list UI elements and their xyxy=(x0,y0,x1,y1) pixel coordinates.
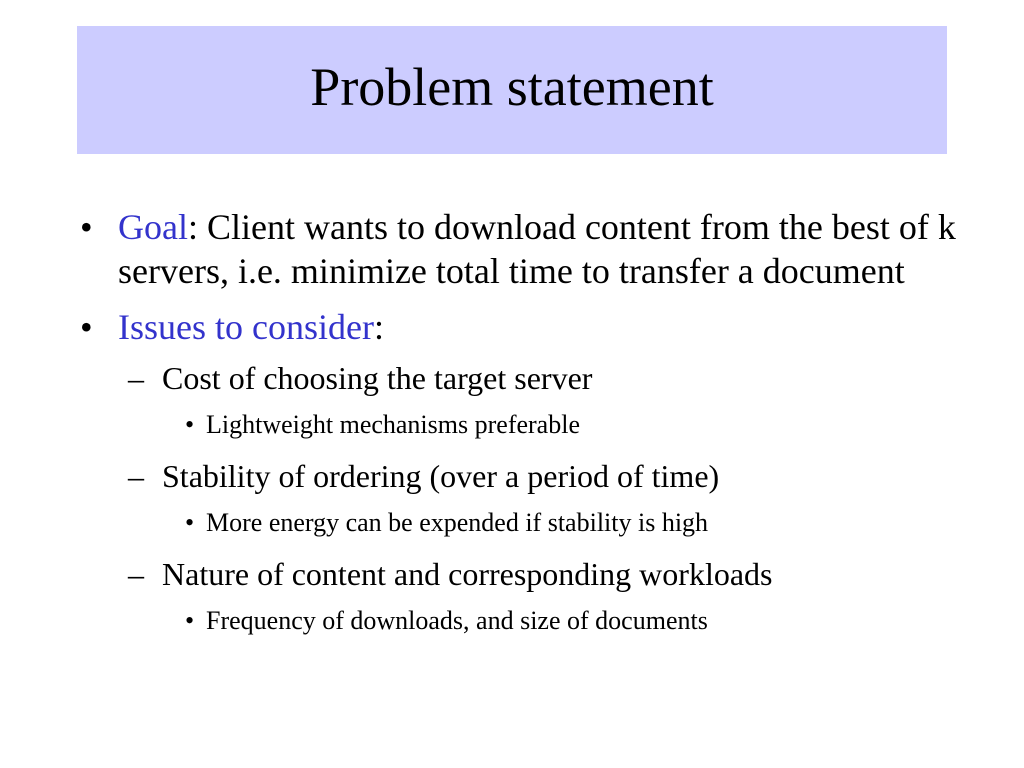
bullet-marker: • xyxy=(80,307,93,347)
detail-text: More energy can be expended if stability is high xyxy=(206,508,709,537)
detail-nature xyxy=(80,604,960,638)
bullet-goal xyxy=(80,205,960,293)
bullet-issues xyxy=(80,305,960,349)
bullet-marker: • xyxy=(80,207,93,247)
detail-stability xyxy=(80,506,960,540)
sub-point-stability xyxy=(80,456,960,496)
issues-text: : xyxy=(373,307,384,347)
goal-term: Goal xyxy=(118,207,188,247)
detail-cost xyxy=(80,408,960,442)
detail-text: Frequency of downloads, and size of documents xyxy=(206,606,708,635)
bullet-marker: • xyxy=(185,410,195,439)
goal-text: : Client wants to download content from the best of k servers, i.e. minimize total time to transfer a document xyxy=(118,207,956,291)
sub-point-text: Stability of ordering (over a period of time) xyxy=(162,458,720,494)
sub-point-nature xyxy=(80,554,960,594)
sub-point-text: Nature of content and corresponding workloads xyxy=(162,556,773,592)
detail-text: Lightweight mechanisms preferable xyxy=(206,410,580,439)
slide-title: Problem statement xyxy=(310,57,714,117)
bullet-marker: • xyxy=(185,606,195,635)
sub-point-text: Cost of choosing the target server xyxy=(162,360,593,396)
bullet-marker: • xyxy=(185,508,195,537)
slide-body xyxy=(80,205,960,638)
issues-term: Issues to consider xyxy=(118,307,374,347)
dash-marker: – xyxy=(128,360,144,396)
sub-point-cost xyxy=(80,358,960,398)
dash-marker: – xyxy=(128,556,144,592)
dash-marker: – xyxy=(128,458,144,494)
title-banner xyxy=(77,26,947,154)
